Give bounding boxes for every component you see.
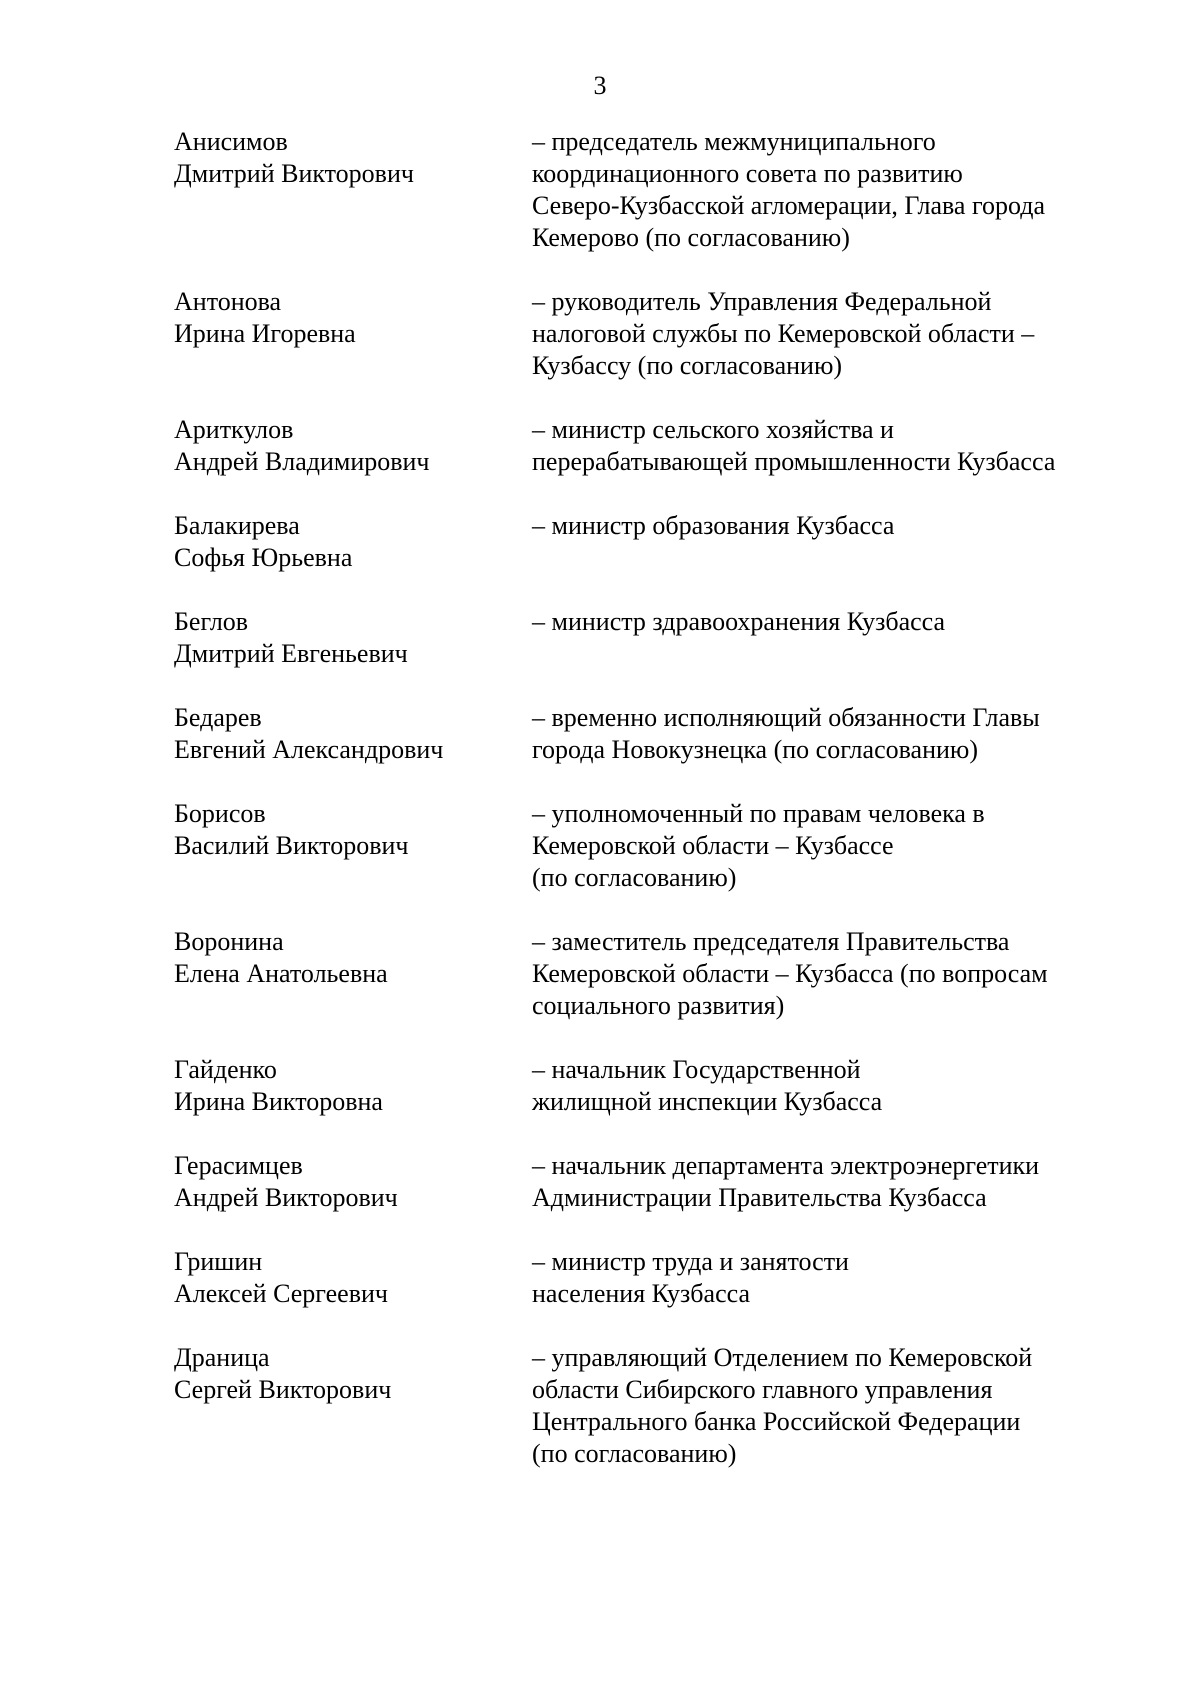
member-surname: Герасимцев <box>174 1151 303 1180</box>
member-role-line: Кемеровской области – Кузбасса (по вопросам <box>532 959 1048 988</box>
member-name <box>174 510 532 574</box>
member-role-line: Кемерово (по согласованию) <box>532 223 850 252</box>
member-role-line: Центрального банка Российской Федерации <box>532 1407 1021 1436</box>
member-given-names: Дмитрий Евгеньевич <box>174 639 408 668</box>
member-surname: Гайденко <box>174 1055 277 1084</box>
member-surname: Анисимов <box>174 127 288 156</box>
member-given-names: Софья Юрьевна <box>174 543 353 572</box>
member-surname: Бедарев <box>174 703 262 732</box>
member-surname: Драница <box>174 1343 270 1372</box>
member-entry <box>174 1342 1134 1470</box>
member-given-names: Ирина Игоревна <box>174 319 356 348</box>
member-given-names: Евгений Александрович <box>174 735 444 764</box>
member-given-names: Алексей Сергеевич <box>174 1279 388 1308</box>
member-role-line: – уполномоченный по правам человека в <box>532 799 985 828</box>
member-name <box>174 798 532 894</box>
member-role-line: – заместитель председателя Правительства <box>532 927 1010 956</box>
member-role-line: – руководитель Управления Федеральной <box>532 287 992 316</box>
member-entry <box>174 1150 1134 1214</box>
member-name <box>174 126 532 254</box>
member-surname: Антонова <box>174 287 282 316</box>
member-name <box>174 414 532 478</box>
member-role <box>532 510 1134 574</box>
member-surname: Гришин <box>174 1247 263 1276</box>
member-role-line: налоговой службы по Кемеровской области – <box>532 319 1035 348</box>
member-role <box>532 1054 1134 1118</box>
member-role-line: – министр труда и занятости <box>532 1247 849 1276</box>
member-role <box>532 798 1134 894</box>
member-entry <box>174 414 1134 478</box>
member-role <box>532 606 1134 670</box>
member-role <box>532 286 1134 382</box>
member-entry <box>174 926 1134 1022</box>
member-role-line: города Новокузнецка (по согласованию) <box>532 735 978 764</box>
member-role-line: – министр здравоохранения Кузбасса <box>532 607 946 636</box>
member-role <box>532 1246 1134 1310</box>
member-role-line: Кузбассу (по согласованию) <box>532 351 843 380</box>
member-entry <box>174 798 1134 894</box>
member-given-names: Василий Викторович <box>174 831 409 860</box>
member-role-line: – временно исполняющий обязанности Главы <box>532 703 1040 732</box>
member-name <box>174 286 532 382</box>
member-role-line: перерабатывающей промышленности Кузбасса <box>532 447 1056 476</box>
member-entry <box>174 606 1134 670</box>
member-role-line: (по согласованию) <box>532 1439 737 1468</box>
member-role <box>532 1342 1134 1470</box>
member-entry <box>174 1246 1134 1310</box>
member-role-line: – министр сельского хозяйства и <box>532 415 894 444</box>
member-name <box>174 926 532 1022</box>
member-role-line: – начальник департамента электроэнергетики <box>532 1151 1040 1180</box>
member-given-names: Елена Анатольевна <box>174 959 388 988</box>
member-name <box>174 1342 532 1470</box>
member-role <box>532 414 1134 478</box>
member-role-line: – председатель межмуниципального <box>532 127 936 156</box>
member-name <box>174 1150 532 1214</box>
member-given-names: Андрей Викторович <box>174 1183 398 1212</box>
member-role <box>532 926 1134 1022</box>
member-role-line: жилищной инспекции Кузбасса <box>532 1087 883 1116</box>
member-entry <box>174 510 1134 574</box>
member-entry <box>174 126 1134 254</box>
member-name <box>174 606 532 670</box>
member-role-line: координационного совета по развитию <box>532 159 963 188</box>
member-role <box>532 702 1134 766</box>
member-name <box>174 1246 532 1310</box>
member-role-line: населения Кузбасса <box>532 1279 751 1308</box>
member-entry <box>174 286 1134 382</box>
member-role-line: – начальник Государственной <box>532 1055 861 1084</box>
member-role-line: социального развития) <box>532 991 785 1020</box>
member-surname: Ариткулов <box>174 415 294 444</box>
member-given-names: Ирина Викторовна <box>174 1087 383 1116</box>
page-number: 3 <box>593 71 607 100</box>
member-roster <box>174 126 1134 1502</box>
member-given-names: Андрей Владимирович <box>174 447 430 476</box>
member-name <box>174 1054 532 1118</box>
member-name <box>174 702 532 766</box>
member-given-names: Дмитрий Викторович <box>174 159 414 188</box>
member-surname: Балакирева <box>174 511 300 540</box>
member-surname: Беглов <box>174 607 249 636</box>
member-role <box>532 1150 1134 1214</box>
member-surname: Воронина <box>174 927 284 956</box>
member-role-line: – министр образования Кузбасса <box>532 511 895 540</box>
member-surname: Борисов <box>174 799 266 828</box>
member-role-line: (по согласованию) <box>532 863 737 892</box>
member-role <box>532 126 1134 254</box>
member-entry <box>174 702 1134 766</box>
member-given-names: Сергей Викторович <box>174 1375 392 1404</box>
member-role-line: Кемеровской области – Кузбассе <box>532 831 894 860</box>
member-role-line: – управляющий Отделением по Кемеровской <box>532 1343 1033 1372</box>
member-role-line: области Сибирского главного управления <box>532 1375 993 1404</box>
member-role-line: Администрации Правительства Кузбасса <box>532 1183 987 1212</box>
member-role-line: Северо-Кузбасской агломерации, Глава города <box>532 191 1045 220</box>
member-entry <box>174 1054 1134 1118</box>
